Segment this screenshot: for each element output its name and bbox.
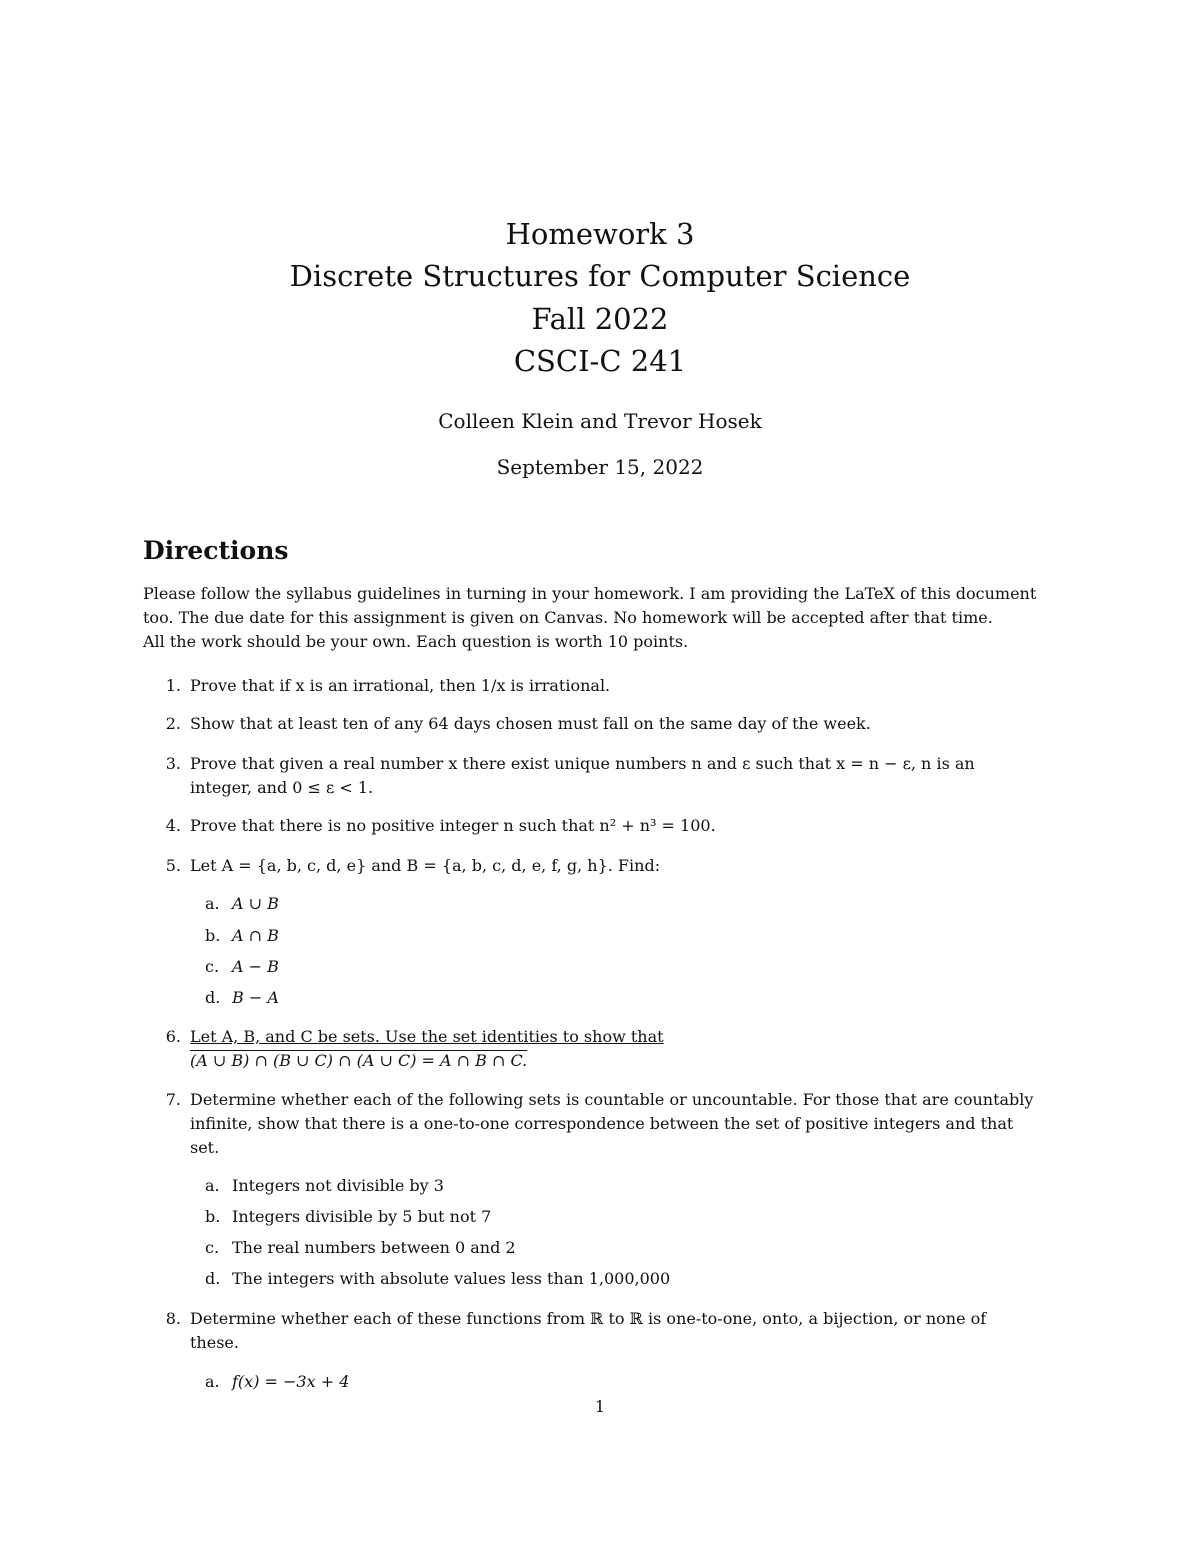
question-number: 7. [165, 1090, 181, 1109]
sub-item-expr: A ∩ B [232, 926, 279, 945]
page-number: 1 [594, 1397, 606, 1416]
sub-item-text: The real numbers between 0 and 2 [232, 1238, 516, 1257]
question-number: 8. [165, 1309, 181, 1328]
date: September 15, 2022 [496, 455, 704, 479]
question-text: Prove that there is no positive integer n such that n² + n³ = 100. [190, 816, 716, 835]
sub-item-text: Integers not divisible by 3 [232, 1176, 444, 1195]
question-text [190, 752, 1059, 800]
question-number: 6. [165, 1027, 181, 1046]
sub-item [205, 1370, 905, 1394]
question-text-line-1: Determine whether each of these functions from ℝ to ℝ is one-to-one, onto, a bijection, or none of [190, 1309, 987, 1328]
sub-item [205, 1236, 905, 1260]
document-title: Homework 3 [505, 217, 695, 251]
question-text-line-2: integer, and 0 ≤ ε < 1. [190, 778, 374, 797]
sub-item-expr: f(x) = −3x + 4 [232, 1372, 350, 1391]
term: Fall 2022 [531, 302, 669, 336]
sub-item-text: The integers with absolute values less than 1,000,000 [232, 1269, 671, 1288]
question-text-line-1: Prove that given a real number x there exist unique numbers n and ε such that x = n − ε, n is an [190, 754, 975, 773]
sub-item [205, 924, 905, 948]
sub-item-expr: A ∪ B [232, 894, 279, 913]
sub-item [205, 986, 905, 1010]
question-text: Show that at least ten of any 64 days chosen must fall on the same day of the week. [190, 714, 871, 733]
sub-item-label: d. [205, 1269, 221, 1288]
sub-item [205, 1267, 905, 1291]
question-number: 2. [165, 714, 181, 733]
sub-item-label: b. [205, 1207, 221, 1226]
sub-item-label: a. [205, 1176, 220, 1195]
question-text-line-1: Let A, B, and C be sets. Use the set identities to show that [190, 1027, 664, 1046]
question-text-line-3: set. [190, 1138, 220, 1157]
course-code: CSCI-C 241 [513, 344, 687, 378]
sub-item-label: c. [205, 1238, 220, 1257]
sub-item-label: a. [205, 894, 220, 913]
sub-item [205, 955, 905, 979]
question-text-line-1: Determine whether each of the following sets is countable or uncountable. For those that are countably [190, 1090, 1034, 1109]
sub-item [205, 892, 905, 916]
question-text: Let A = {a, b, c, d, e} and B = {a, b, c, d, e, f, g, h}. Find: [190, 856, 661, 875]
directions-line-2: too. The due date for this assignment is given on Canvas. No homework will be accepted after that time. [143, 608, 993, 627]
question-number: 1. [165, 676, 181, 695]
sub-item-label: b. [205, 926, 221, 945]
question-text-line-2: infinite, show that there is a one-to-one correspondence between the set of positive integers and that [190, 1114, 1014, 1133]
question-number: 5. [165, 856, 181, 875]
directions-paragraph [143, 582, 1059, 654]
sub-item-expr: A − B [232, 957, 279, 976]
directions-heading: Directions [143, 536, 289, 565]
sub-item [205, 1205, 905, 1229]
directions-line-3: All the work should be your own. Each question is worth 10 points. [143, 632, 689, 651]
question-number: 3. [165, 754, 181, 773]
authors: Colleen Klein and Trevor Hosek [438, 409, 762, 433]
course-name: Discrete Structures for Computer Science [289, 259, 911, 293]
sub-item-label: d. [205, 988, 221, 1007]
question-text-line-2: these. [190, 1333, 239, 1352]
question-number: 4. [165, 816, 181, 835]
directions-line-1: Please follow the syllabus guidelines in turning in your homework. I am providing the LaTeX of this document [143, 584, 1037, 603]
question-text [190, 1088, 1059, 1160]
sub-item [205, 1174, 905, 1198]
question-text: Prove that if x is an irrational, then 1/x is irrational. [190, 676, 611, 695]
sub-item-label: a. [205, 1372, 220, 1391]
sub-item-text: Integers divisible by 5 but not 7 [232, 1207, 492, 1226]
sub-item-label: c. [205, 957, 220, 976]
question-text [190, 1025, 1059, 1073]
question-text-line-2: (A ∪ B) ∩ (B ∪ C) ∩ (A ∪ C) = A ∩ B ∩ C. [190, 1051, 528, 1070]
sub-item-expr: B − A [232, 988, 279, 1007]
question-text [190, 1307, 1059, 1355]
